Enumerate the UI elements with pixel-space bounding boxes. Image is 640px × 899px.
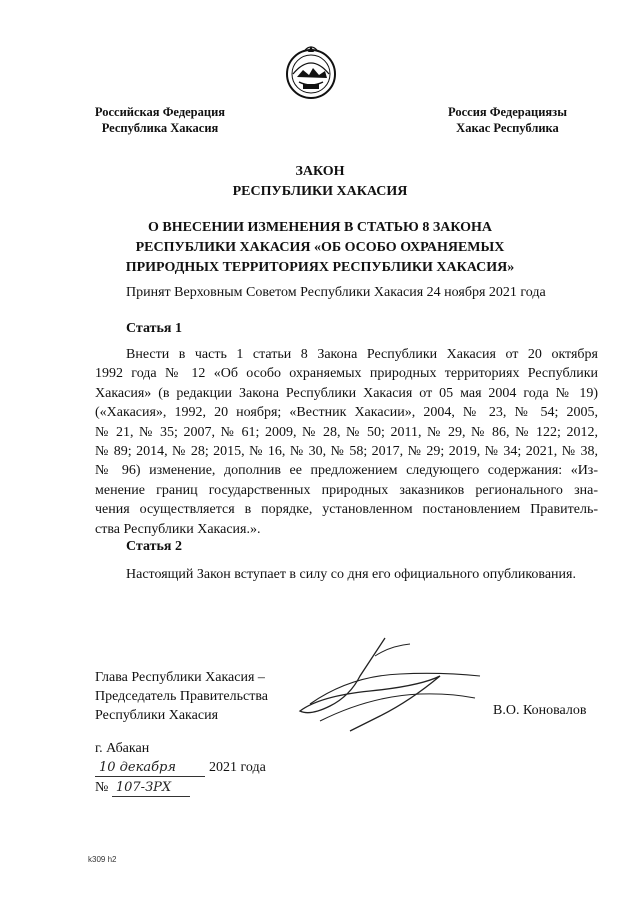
title-line1: ЗАКОН (295, 164, 345, 179)
article1-line: № 89; 2014, № 28; 2015, № 16, № 30, № 58; 2017, № 29; 2019, № 34; 2021, № 38, (95, 444, 598, 460)
date-handwritten: 10 декабря (95, 760, 205, 777)
header-right-line2: Хакас Республика (456, 121, 559, 135)
footer-code: k309 h2 (88, 855, 117, 864)
document-subtitle (0, 218, 640, 278)
article1-line: Хакасия» (в редакции Закона Республики Хакасия от 05 мая 2004 года № 19) (95, 385, 598, 401)
number-prefix: № (95, 780, 109, 795)
header-right-line1: Россия Федерациязы (448, 105, 567, 119)
article2-title: Статья 2 (126, 539, 182, 554)
subtitle-line1: О ВНЕСЕНИИ ИЗМЕНЕНИЯ В СТАТЬЮ 8 ЗАКОНА (147, 220, 493, 235)
signatory-line1: Глава Республики Хакасия – (95, 670, 265, 685)
handwritten-signature (290, 636, 490, 736)
header-left-line1: Российская Федерация (94, 105, 226, 119)
signatory-position (95, 668, 268, 725)
header-left-line2: Республика Хакасия (101, 121, 219, 135)
signatory-line2: Председатель Правительства (95, 689, 268, 704)
article1-line: 1992 года № 12 «Об особо охраняемых природных территориях Республики (95, 366, 598, 382)
article1-line: («Хакасия», 1992, 20 ноября; «Вестник Хакасии», 2004, № 23, № 54; 2005, (95, 405, 598, 421)
coat-of-arms-icon (283, 44, 339, 102)
subtitle-line2: РЕСПУБЛИКИ ХАКАСИЯ «ОБ ОСОБО ОХРАНЯЕМЫХ (135, 240, 505, 255)
article1-title: Статья 1 (126, 321, 182, 336)
signatory-line3: Республики Хакасия (95, 708, 219, 723)
adoption-note: Принят Верховным Советом Республики Хакасия 24 ноября 2021 года (126, 285, 546, 300)
signatory-name: В.О. Коновалов (493, 703, 587, 718)
article1-line: Внести в часть 1 статьи 8 Закона Республики Хакасия от 20 октября (126, 347, 598, 362)
header-left (90, 104, 230, 136)
article2-text: Настоящий Закон вступает в силу со дня его официального опубликования. (126, 567, 576, 582)
date-year: 2021 года (209, 760, 266, 775)
signing-date (95, 760, 266, 777)
title-line2: РЕСПУБЛИКИ ХАКАСИЯ (232, 184, 408, 199)
number-handwritten: 107-ЗРХ (112, 780, 190, 797)
header-right (440, 104, 575, 136)
article1-line: чения осуществляется в порядке, установленном постановлением Правитель- (95, 502, 598, 518)
article1-line: № 96) изменение, дополнив ее предложением следующего содержания: «Из- (95, 463, 598, 479)
article1-line: № 21, № 35; 2007, № 61; 2009, № 28, № 50; 2011, № 29, № 86, № 122; 2012, (95, 424, 598, 440)
article1-text (95, 345, 598, 539)
subtitle-line3: ПРИРОДНЫХ ТЕРРИТОРИЯХ РЕСПУБЛИКИ ХАКАСИЯ» (125, 260, 515, 275)
document-title (0, 162, 640, 202)
article1-line: менение границ государственных природных заказников регионального зна- (95, 482, 598, 498)
article1-line: ства Республики Хакасия.». (95, 521, 261, 537)
law-number (95, 780, 190, 797)
place-of-signing: г. Абакан (95, 741, 150, 756)
